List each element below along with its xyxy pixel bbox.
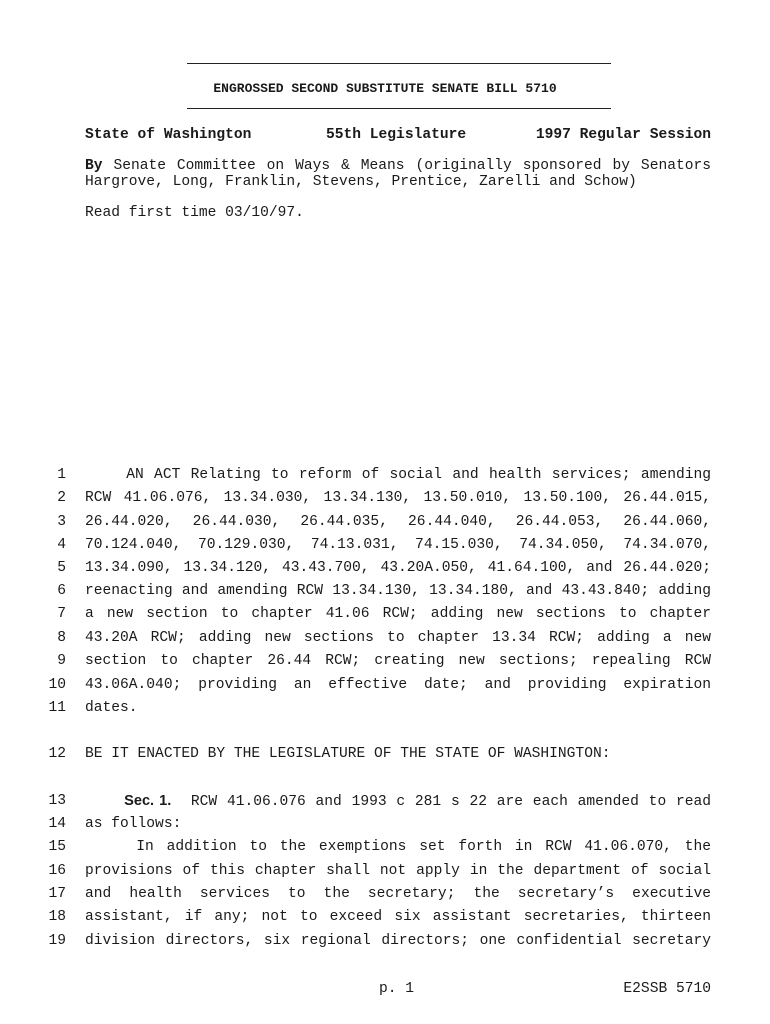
line-number: 4 — [57, 537, 66, 553]
line-text: 43.06A.040; providing an effective date; and providing expiration — [85, 677, 711, 693]
bill-line — [0, 839, 770, 862]
line-number: 19 — [48, 933, 66, 949]
sponsor-by: By — [85, 158, 103, 174]
title-rule-bottom — [187, 108, 611, 109]
line-text: assistant, if any; not to exceed six assistant secretaries, thirteen — [85, 909, 711, 925]
line-text: 26.44.020, 26.44.030, 26.44.035, 26.44.040, 26.44.053, 26.44.060, — [85, 514, 711, 530]
sponsor-line-1 — [85, 158, 711, 174]
sponsor-text-1: Senate Committee on Ways & Means (originally sponsored by Senators — [102, 158, 711, 174]
footer-bill-id: E2SSB 5710 — [623, 981, 711, 997]
line-number: 8 — [57, 630, 66, 646]
sponsor-block — [85, 158, 711, 190]
line-number: 7 — [57, 606, 66, 622]
bill-line — [0, 700, 770, 723]
line-text: 13.34.090, 13.34.120, 43.43.700, 43.20A.050, 41.64.100, and 26.44.020; — [85, 560, 711, 576]
bill-line — [0, 746, 770, 769]
bill-line — [0, 653, 770, 676]
line-text: RCW 41.06.076, 13.34.030, 13.34.130, 13.50.010, 13.50.100, 26.44.015, — [85, 490, 711, 506]
bill-line — [0, 886, 770, 909]
bill-line — [0, 583, 770, 606]
line-text: dates. — [85, 700, 138, 716]
bill-line — [0, 863, 770, 886]
bill-line — [0, 606, 770, 629]
line-text: AN ACT Relating to reform of social and health services; amending — [85, 467, 711, 483]
bill-line — [0, 933, 770, 956]
line-number: 14 — [48, 816, 66, 832]
bill-line — [0, 467, 770, 490]
bill-line — [0, 630, 770, 653]
line-text: In addition to the exemptions set forth in RCW 41.06.070, the — [85, 839, 711, 855]
line-text: reenacting and amending RCW 13.34.130, 13.34.180, and 43.43.840; adding — [85, 583, 711, 599]
meta-legislature: 55th Legislature — [326, 127, 467, 143]
sponsor-line-2: Hargrove, Long, Franklin, Stevens, Prentice, Zarelli and Schow) — [85, 174, 637, 190]
bill-title: ENGROSSED SECOND SUBSTITUTE SENATE BILL 5710 — [213, 81, 557, 96]
bill-line — [0, 677, 770, 700]
title-rule-top — [187, 63, 611, 64]
line-number: 6 — [57, 583, 66, 599]
bill-line — [0, 514, 770, 537]
meta-session: 1997 Regular Session — [535, 127, 711, 143]
bill-line — [0, 909, 770, 932]
section-text: RCW 41.06.076 and 1993 c 281 s 22 are each amended to read — [171, 794, 712, 810]
footer-page-number: p. 1 — [379, 981, 415, 997]
line-number: 3 — [57, 514, 66, 530]
line-number: 1 — [57, 467, 66, 483]
line-number: 9 — [57, 653, 66, 669]
line-number: 13 — [48, 793, 66, 809]
line-number: 15 — [48, 839, 66, 855]
line-number: 5 — [57, 560, 66, 576]
line-number: 10 — [48, 677, 66, 693]
line-text: 43.20A RCW; adding new sections to chapter 13.34 RCW; adding a new — [85, 630, 711, 646]
bill-line — [0, 537, 770, 560]
line-text: BE IT ENACTED BY THE LEGISLATURE OF THE STATE OF WASHINGTON: — [85, 746, 611, 762]
line-number: 18 — [48, 909, 66, 925]
bill-line — [0, 816, 770, 839]
bill-line — [0, 793, 770, 816]
read-first-time: Read first time 03/10/97. — [85, 205, 304, 221]
line-number: 11 — [48, 700, 66, 716]
line-text: provisions of this chapter shall not apply in the department of social — [85, 863, 711, 879]
line-text — [85, 793, 711, 810]
line-text: a new section to chapter 41.06 RCW; adding new sections to chapter — [85, 606, 711, 622]
line-text: and health services to the secretary; the secretary’s executive — [85, 886, 711, 902]
bill-line — [0, 560, 770, 583]
meta-state: State of Washington — [85, 127, 252, 143]
line-text: section to chapter 26.44 RCW; creating new sections; repealing RCW — [85, 653, 711, 669]
section-heading: Sec. 1. — [124, 793, 172, 809]
line-number: 16 — [48, 863, 66, 879]
line-text: division directors, six regional directors; one confidential secretary — [85, 933, 711, 949]
line-text: 70.124.040, 70.129.030, 74.13.031, 74.15.030, 74.34.050, 74.34.070, — [85, 537, 711, 553]
line-number: 17 — [48, 886, 66, 902]
line-text: as follows: — [85, 816, 182, 832]
line-number: 12 — [48, 746, 66, 762]
line-number: 2 — [57, 490, 66, 506]
bill-line — [0, 490, 770, 513]
